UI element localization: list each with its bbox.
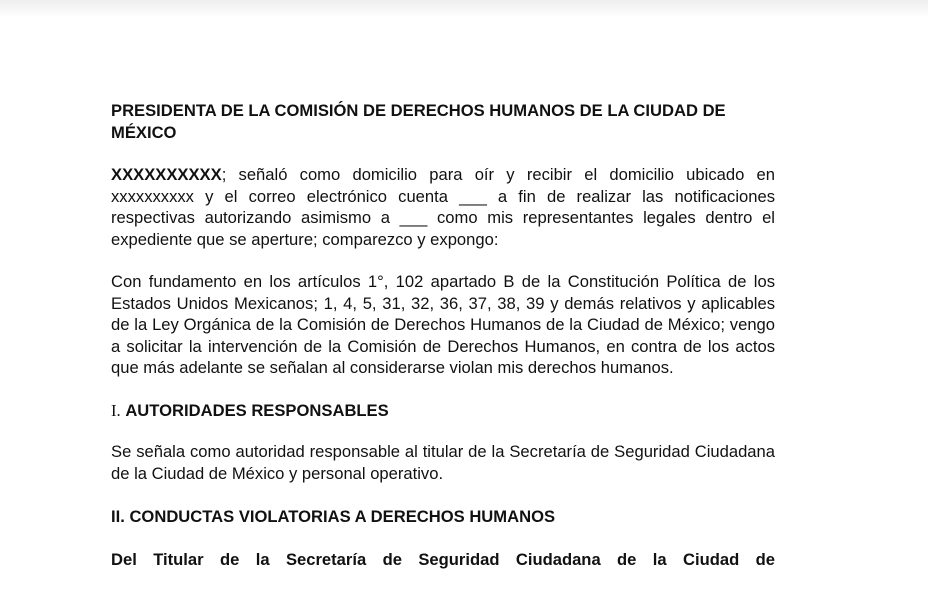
- section-1-heading: [111, 400, 775, 422]
- complainant-name-placeholder: XXXXXXXXXX: [111, 165, 222, 184]
- intro-paragraph: [111, 164, 775, 250]
- document-body: [111, 100, 775, 570]
- legal-basis-paragraph: Con fundamento en los artículos 1°, 102 apartado B de la Constitución Política de los Estados Unidos Mexicanos; 1, 4, 5, 31, 32, 36, 37, 38, 39 y demás relativos y aplicables de la Ley Orgánica de la Comisión de Derechos Humanos de la Ciudad de México; vengo a solicitar la intervención de la Comisión de Derechos Humanos, en contra de los actos que más adelante se señalan al considerarse violan mis derechos humanos.: [111, 272, 775, 377]
- section-2-heading: II. CONDUCTAS VIOLATORIAS A DERECHOS HUMANOS: [111, 507, 556, 526]
- addressee-heading: PRESIDENTA DE LA COMISIÓN DE DERECHOS HUMANOS DE LA CIUDAD DE MÉXICO: [111, 101, 726, 142]
- section-1-title: AUTORIDADES RESPONSABLES: [125, 400, 389, 420]
- section-1-number: I.: [111, 400, 121, 420]
- page-top-shadow: [0, 0, 928, 18]
- intro-text: ; señaló como domicilio para oír y recibir el domicilio ubicado en xxxxxxxxxx y el correo electrónico cuenta ___ a fin de realizar las notificaciones respectivas autorizando asimismo a ___ como mis representantes legales dentro el expediente que se aperture; comparezco y expongo:: [111, 165, 775, 249]
- section-2-subheading: Del Titular de la Secretaría de Seguridad Ciudadana de la Ciudad de: [111, 549, 775, 569]
- section-1-body: Se señala como autoridad responsable al titular de la Secretaría de Seguridad Ciudadana de la Ciudad de México y personal operativo.: [111, 442, 775, 483]
